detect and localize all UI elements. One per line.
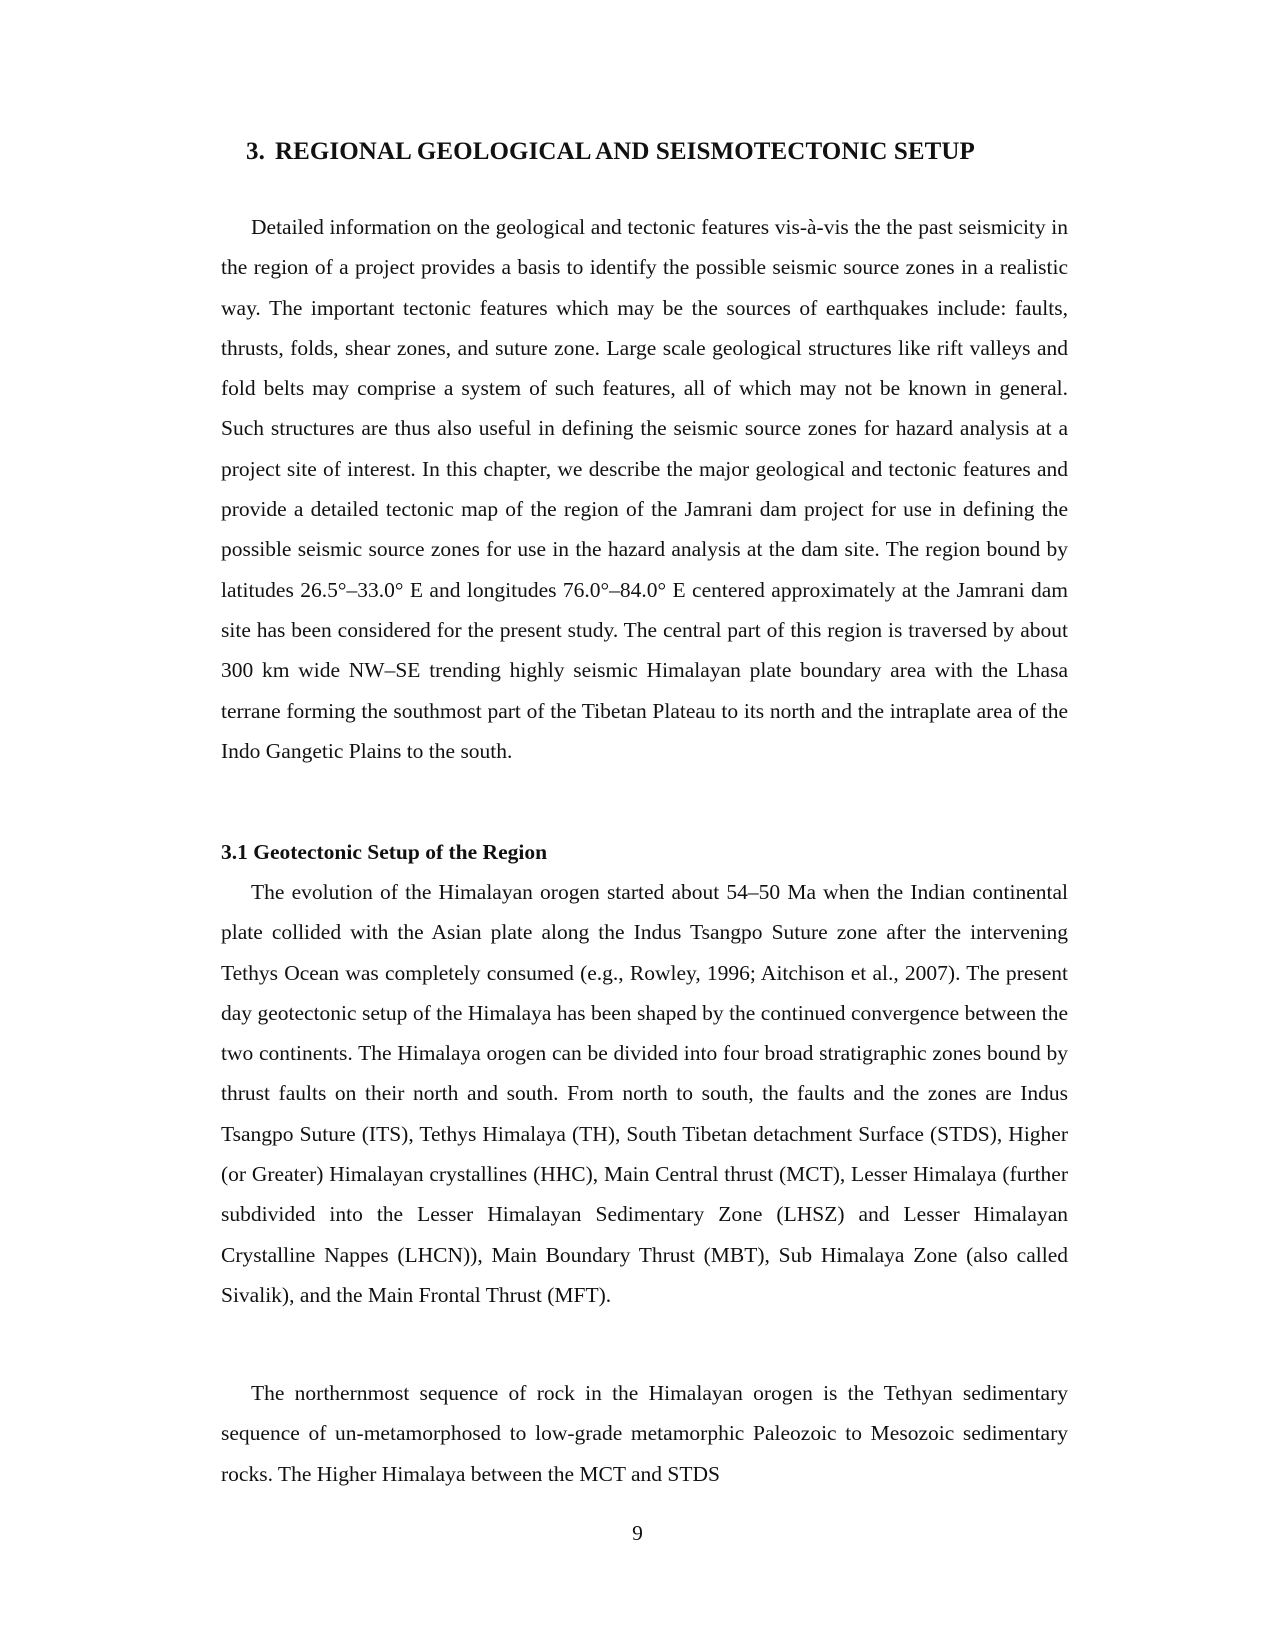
chapter-number: 3. — [246, 138, 265, 165]
chapter-heading — [246, 138, 975, 166]
page-number: 9 — [632, 1521, 643, 1545]
paragraph-tethyan-sequence: The northernmost sequence of rock in the Himalayan orogen is the Tethyan sedimentary sequence of un-metamorphosed to low-grade metamorphic Paleozoic to Mesozoic sedimentary rocks. The Higher Himalaya between the MCT and STDS — [221, 1381, 1068, 1486]
chapter-title: REGIONAL GEOLOGICAL AND SEISMOTECTONIC SETUP — [274, 138, 975, 165]
paragraph-intro: Detailed information on the geological and tectonic features vis-à-vis the the past seismicity in the region of a project provides a basis to identify the possible seismic source zones in a realistic way. The important tectonic features which may be the sources of earthquakes include: faults, thrusts, folds, shear zones, and suture zone. Large scale geological structures like rift valleys and fold belts may comprise a system of such features, all of which may not be known in general. Such structures are thus also useful in defining the seismic source zones for hazard analysis at a project site of interest. In this chapter, we describe the major geological and tectonic features and provide a detailed tectonic map of the region of the Jamrani dam project for use in defining the possible seismic source zones for use in the hazard analysis at the dam site. The region bound by latitudes 26.5°–33.0° E and longitudes 76.0°–84.0° E centered approximately at the Jamrani dam site has been considered for the present study. The central part of this region is traversed by about 300 km wide NW–SE trending highly seismic Himalayan plate boundary area with the Lhasa terrane forming the southmost part of the Tibetan Plateau to its north and the intraplate area of the Indo Gangetic Plains to the south. — [221, 215, 1068, 763]
section-heading: 3.1 Geotectonic Setup of the Region — [221, 840, 548, 864]
paragraph-evolution: The evolution of the Himalayan orogen started about 54–50 Ma when the Indian continental plate collided with the Asian plate along the Indus Tsangpo Suture zone after the intervening Tethys Ocean was completely consumed (e.g., Rowley, 1996; Aitchison et al., 2007). The present day geotectonic setup of the Himalaya has been shaped by the continued convergence between the two continents. The Himalaya orogen can be divided into four broad stratigraphic zones bound by thrust faults on their north and south. From north to south, the faults and the zones are Indus Tsangpo Suture (ITS), Tethys Himalaya (TH), South Tibetan detachment Surface (STDS), Higher (or Greater) Himalayan crystallines (HHC), Main Central thrust (MCT), Lesser Himalaya (further subdivided into the Lesser Himalayan Sedimentary Zone (LHSZ) and Lesser Himalayan Crystalline Nappes (LHCN)), Main Boundary Thrust (MBT), Sub Himalaya Zone (also called Sivalik), and the Main Frontal Thrust (MFT). — [221, 880, 1068, 1307]
